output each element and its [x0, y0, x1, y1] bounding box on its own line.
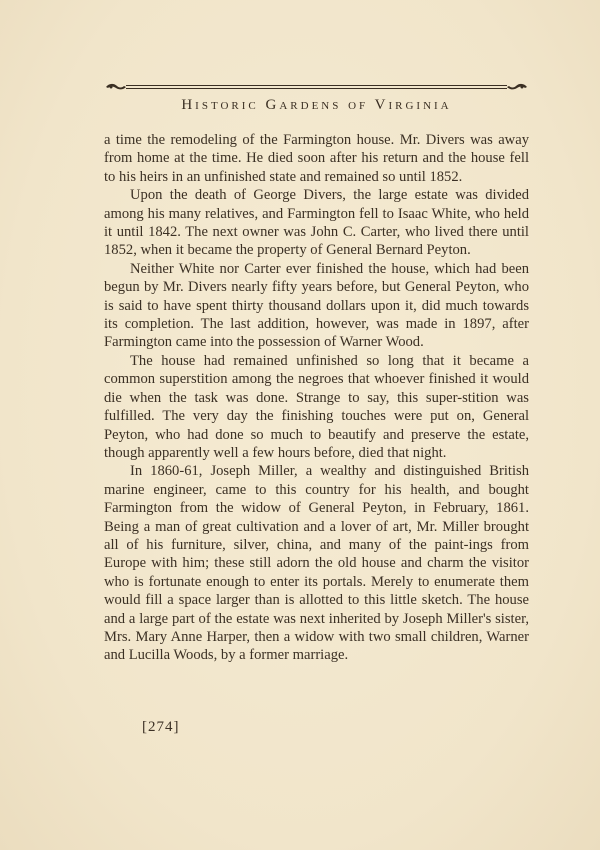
- body-text: [104, 131, 529, 665]
- paragraph-joseph-miller: In 1860-61, Joseph Miller, a wealthy and distinguished British marine engineer, came to this country for his health, and bought Farmington from the widow of General Peyton, in February, 1861. Being a man of great cultivation and a lover of art, Mr. Miller brought all of his furniture, silver, china, and many of the paint-ings from Europe with him; these still adorn the old house and charm the visitor who is fortunate enough to enter its portals. Merely to enumerate them would fill a space larger than is allotted to this little sketch. The house and a large part of the estate was next inherited by Joseph Miller's sister, Mrs. Mary Anne Harper, then a widow with two small children, Warner and Lucilla Woods, by a former marriage.: [104, 463, 529, 664]
- paragraph-superstition: The house had remained unfinished so long that it became a common superstition among the negroes that whoever finished it would die when the task was done. Strange to say, this super-stition was fulfilled. The very day the finishing touches were put on, General Peyton, who had done so much to beautify and preserve the estate, though apparently well a few hours before, died that night.: [104, 352, 529, 461]
- header-ornamental-rule: [104, 82, 529, 92]
- paragraph-continued: a time the remodeling of the Farmington house. Mr. Divers was away from home at the time. He died soon after his return and the house fell to his heirs in an unfinished state and remained so until 1852.: [104, 132, 529, 185]
- ornamental-rule-graphic: [104, 82, 529, 92]
- paragraph-divers-estate: Upon the death of George Divers, the large estate was divided among his many relatives, and Farmington fell to Isaac White, who held it until 1842. The next owner was John C. Carter, who lived there until 1852, when it became the property of General Bernard Peyton.: [104, 187, 529, 259]
- running-head-title: Historic Gardens of Virginia: [181, 97, 452, 113]
- page-number: [274]: [142, 719, 180, 735]
- paragraph-house-completion: Neither White nor Carter ever finished the house, which had been begun by Mr. Divers nearly fifty years before, but General Peyton, who is said to have spent thirty thousand dollars upon it, did much towards its completion. The last addition, however, was made in 1897, after Farmington came into the possession of Warner Wood.: [104, 260, 529, 351]
